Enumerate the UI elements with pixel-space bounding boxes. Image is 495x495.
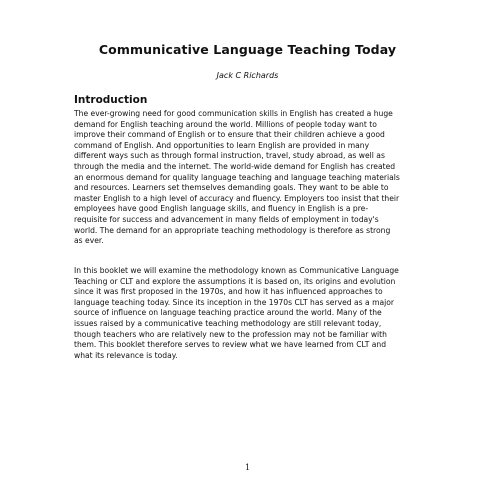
paragraph-line: what its relevance is today. <box>74 350 178 360</box>
document-author: Jack C Richards <box>216 71 279 80</box>
paragraph-line: issues raised by a communicative teaching methodology are still relevant today, <box>74 318 382 328</box>
paragraph-line: though teachers who are relatively new to the profession may not be familiar with <box>74 329 387 339</box>
paragraph-line: Teaching or CLT and explore the assumptions it is based on, its origins and evolution <box>74 276 396 286</box>
paragraph-line: source of influence on language teaching practice around the world. Many of the <box>74 308 382 318</box>
paragraph-line: demand for English teaching around the world. Millions of people today want to <box>74 119 377 129</box>
paragraph-2 <box>74 266 426 361</box>
paragraph-line: world. The demand for an appropriate teaching methodology is therefore as strong <box>74 225 391 235</box>
page-number: 1 <box>244 463 251 472</box>
paragraph-line: improve their command of English or to ensure that their children achieve a good <box>74 130 385 140</box>
paragraph-line: them. This booklet therefore serves to review what we have learned from CLT and <box>74 340 387 350</box>
document-title: Communicative Language Teaching Today <box>98 42 397 57</box>
paragraph-line: command of English. And opportunities to learn English are provided in many <box>74 140 370 150</box>
paragraph-line: as ever. <box>74 236 104 246</box>
section-heading: Introduction <box>74 94 148 106</box>
paragraph-line: through the media and the internet. The world-wide demand for English has created <box>74 161 396 171</box>
paragraph-line: an enormous demand for quality language teaching and language teaching materials <box>74 172 400 182</box>
paragraph-line: language teaching today. Since its inception in the 1970s CLT has served as a major <box>74 297 395 307</box>
paragraph-line: employees have good English language skills, and fluency in English is a pre- <box>74 204 369 214</box>
paragraph-line: since it was first proposed in the 1970s, and how it has influenced approaches to <box>74 287 383 297</box>
paragraph-line: different ways such as through formal instruction, travel, study abroad, as well as <box>74 151 385 161</box>
paragraph-line: In this booklet we will examine the methodology known as Communicative Language <box>74 266 399 275</box>
paragraph-1 <box>74 109 426 247</box>
paragraph-line: and resources. Learners set themselves demanding goals. They want to be able to <box>74 183 389 193</box>
paragraph-line: master English to a high level of accuracy and fluency. Employers too insist that their <box>74 193 400 203</box>
paragraph-line: requisite for success and advancement in many fields of employment in today's <box>74 214 379 224</box>
paragraph-line: The ever-growing need for good communication skills in English has created a huge <box>74 109 393 118</box>
